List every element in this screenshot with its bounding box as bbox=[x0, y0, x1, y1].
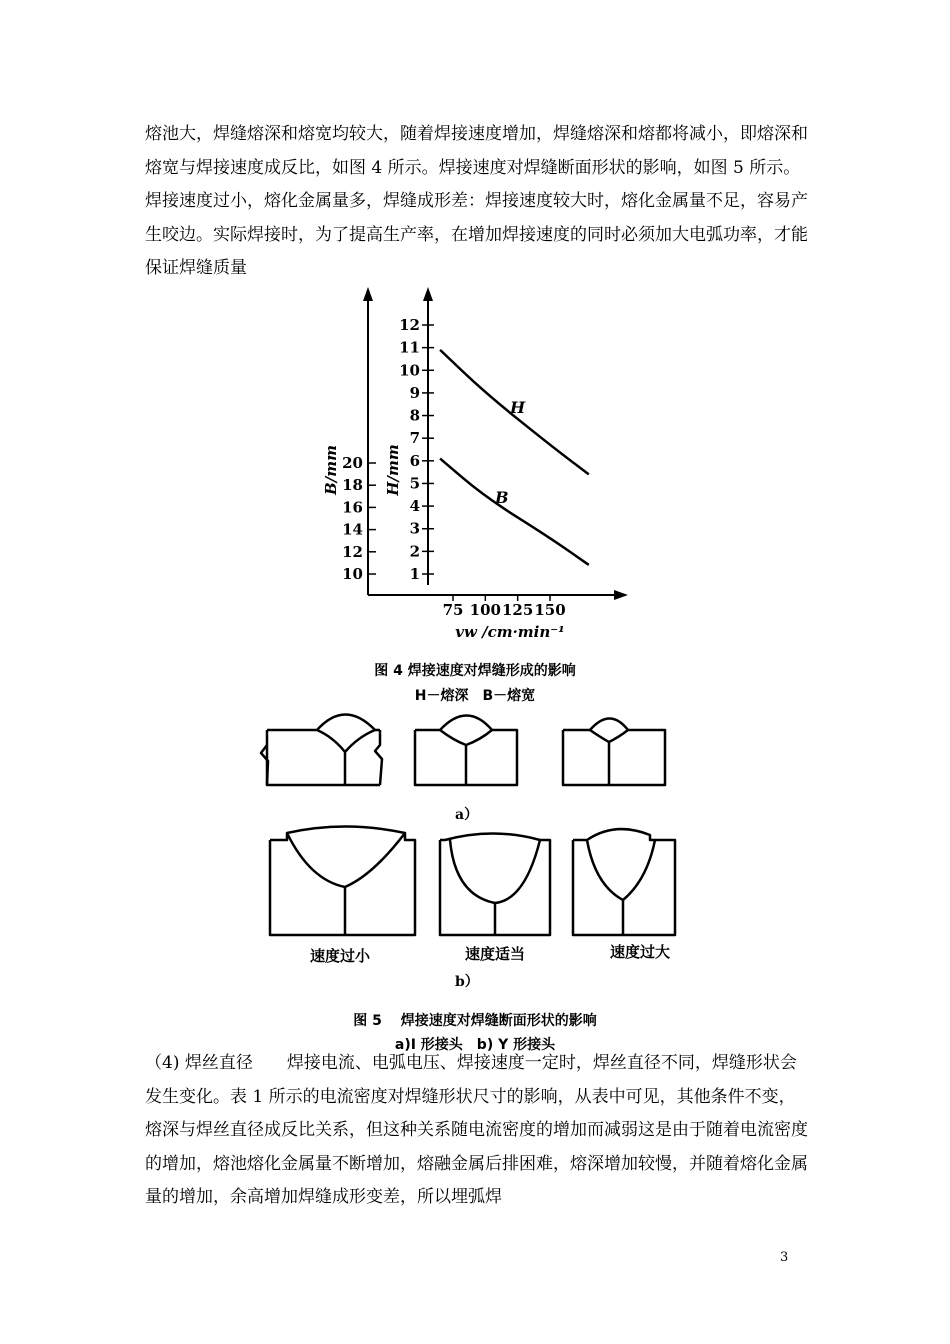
weld-a-proper bbox=[415, 716, 517, 786]
h-axis-arrow bbox=[423, 287, 433, 301]
b-tick-label: 14 bbox=[342, 520, 363, 539]
x-tick-label: 100 bbox=[469, 601, 501, 619]
b-tick-label: 12 bbox=[342, 542, 363, 561]
b-tick-label: 18 bbox=[342, 476, 363, 495]
body-paragraph-1: 熔池大，焊缝熔深和熔宽均较大，随着焊接速度增加，焊缝熔深和熔都将减小，即熔深和熔宽与焊接速度成反比，如图 4 所示。焊接速度对焊缝断面形状的影响，如图 5 所示。焊接速度过小，熔化金属量多，焊缝成形差：焊接速度较大时，熔化金属量不足，容易产生咬边。实际焊接时，为了提高生产率，在增加焊接速度的同时必须加大电弧功率，才能保证焊缝质量 bbox=[145, 124, 808, 278]
weld-a-fast bbox=[563, 719, 665, 786]
h-tick-label: 7 bbox=[409, 429, 420, 448]
h-tick-label: 1 bbox=[409, 565, 420, 583]
h-tick-label: 3 bbox=[409, 519, 420, 538]
x-tick-label: 75 bbox=[442, 601, 464, 619]
weld-a-slow bbox=[261, 715, 382, 786]
series-label-H: H bbox=[510, 398, 526, 417]
b-axis-arrow bbox=[363, 287, 373, 301]
h-tick-label: 2 bbox=[409, 542, 420, 561]
x-axis-arrow bbox=[614, 590, 628, 600]
h-tick-label: 6 bbox=[409, 451, 420, 470]
figure-5-subcaption: a)I 形接头 b) Y 形接头 bbox=[394, 1037, 556, 1053]
figure-4-caption: 图 4 焊接速度对焊缝形成的影响 bbox=[374, 663, 576, 679]
b-axis-label: B/mm bbox=[322, 445, 340, 495]
x-tick-label: 150 bbox=[534, 601, 566, 619]
h-tick-label: 10 bbox=[399, 361, 420, 380]
label-b: b） bbox=[455, 974, 479, 990]
weld-b-fast bbox=[573, 829, 675, 935]
h-tick-label: 9 bbox=[409, 383, 420, 402]
h-axis-label: H/mm bbox=[384, 444, 402, 496]
page-number: 3 bbox=[780, 1250, 789, 1265]
h-tick-label: 5 bbox=[409, 474, 420, 493]
b-tick-label: 10 bbox=[342, 565, 363, 583]
label-a: a） bbox=[455, 807, 479, 823]
h-tick-label: 11 bbox=[399, 338, 420, 357]
weld-b-slow bbox=[270, 827, 415, 936]
h-tick-label: 8 bbox=[409, 406, 420, 425]
body-paragraph-2: （4) 焊丝直径 焊接电流、电弧电压、焊接速度一定时，焊丝直径不同，焊缝形状会发生变化。表 1 所示的电流密度对焊缝形状尺寸的影响，从表中可见，其他条件不变，熔深与焊丝直径成反比关系，但这种关系随电流密度的增加而减弱这是由于随着电流密度的增加，熔池熔化金属量不断增加，熔融金属后排困难，熔深增加较慢，并随着熔化金属量的增加，余高增加焊缝成形变差，所以埋弧焊 bbox=[145, 1053, 808, 1207]
speed-label-slow: 速度过小 bbox=[310, 947, 371, 965]
series-curve-B bbox=[440, 459, 589, 565]
series-label-B: B bbox=[495, 488, 509, 507]
figure-4-chart bbox=[300, 285, 650, 655]
x-tick-label: 125 bbox=[502, 601, 534, 619]
speed-label-fast: 速度过大 bbox=[610, 943, 671, 961]
b-tick-label: 16 bbox=[342, 498, 363, 517]
weld-b-proper bbox=[440, 834, 550, 936]
x-axis-label: vw /cm·min⁻¹ bbox=[455, 623, 565, 641]
figure-4-legend: H－熔深 B－熔宽 bbox=[414, 688, 536, 704]
figure-5-caption: 图 5 焊接速度对焊缝断面形状的影响 bbox=[353, 1013, 597, 1029]
h-tick-label: 4 bbox=[409, 497, 420, 516]
figure-5-diagram bbox=[255, 705, 695, 1005]
h-tick-label: 12 bbox=[399, 316, 420, 334]
b-tick-label: 20 bbox=[342, 454, 363, 472]
speed-label-proper: 速度适当 bbox=[465, 945, 526, 963]
